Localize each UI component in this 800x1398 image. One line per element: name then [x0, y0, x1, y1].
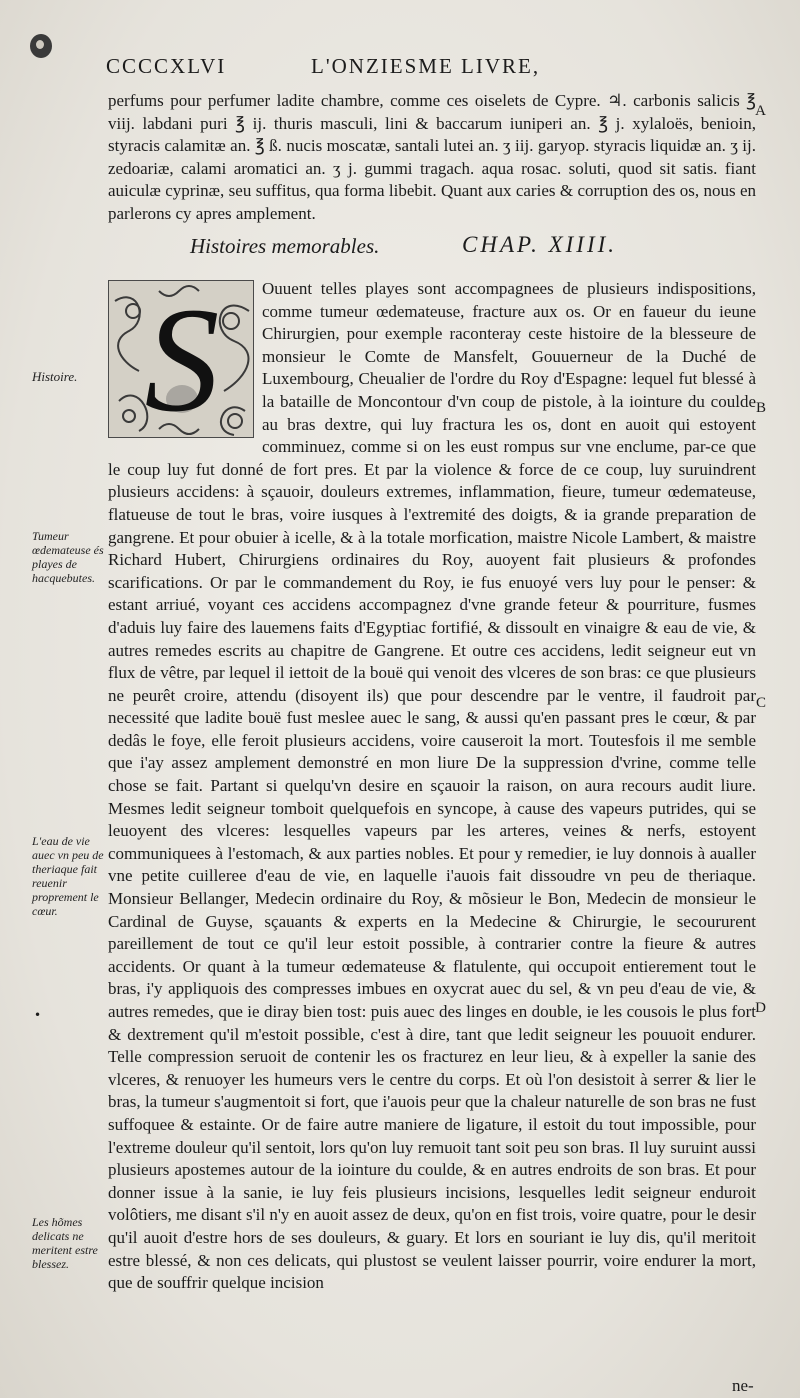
chapter-title: Histoires memorables. — [190, 234, 380, 258]
intro-text: perfums pour perfumer ladite chambre, comme ces oiselets de Cypre. ♃. carbonis salicis ℥ viij. labdani puri ℥ ij. thuris masculi, lini & baccarum iuniperi an. ℥ j. xylaloës, benioin, styracis calamitæ an. ℥ ß. nucis moscatæ, santali lutei an. ʒ iij. garyop. styracis liquidæ an. ʒ ij. zedoariæ, calami aromatici an. ʒ j. gummi tragach. aqua rosac. soluti, quod sit satis. fiant auiculæ cyprinæ, seu suffitus, qua forma libebit. Quant aux caries & corruption des os, nous en parlerons cy apres amplement. — [108, 91, 756, 223]
section-marker-b: B — [755, 400, 766, 416]
ink-blot — [30, 34, 52, 58]
main-paragraph — [108, 278, 756, 1295]
ornamental-initial — [108, 280, 254, 438]
folio-number: CCCCXLVI — [106, 54, 227, 78]
section-marker-c: C — [755, 695, 766, 711]
margin-note-tumeur: Tumeur œdemateuse és playes de hacquebutes. — [32, 529, 104, 585]
main-text: Ouuent telles playes sont accompagnees de plusieurs indispositions, comme tumeur œdemateuse, fracture aux os. Or en faueur du ieune Chirurgien, pour exemple raconteray ceste histoire de la blesseure de monsieur le Comte de Mansfelt, Gouuerneur de la Duché de Luxembourg, Cheualier de l'ordre du Roy d'Espagne: lequel fut blessé à la bataille de Moncontour d'vn coup de pistole, à la iointure du coulde au bras dextre, qui luy fractura les os, dont en auoit qui estoyent comminuez, comme si on les eust rompus sur vne enclume, par-ce que le coup luy fut donné de fort pres. Et par la violence & force de ce coup, luy suruindrent plusieurs accidens: à sçauoir, douleurs extremes, inflammation, fieure, tumeur œdemateuse, flatueuse de tout le bras, voire iusques à l'extremité des doigts, & ia grande preparation de gangrene. Et pour obuier à icelle, & à la totale morfication, maistre Nicole Lambert, & maistre Richard Hubert, Chirurgiens ordinaires du Roy, auoyent fait plusieurs & profondes scarifications. Or par le commandement du Roy, ie fus enuoyé vers luy pour le penser: & estant arriué, voyant ces accidens accompagnez d'vne grande feteur & pourriture, fusmes d'aduis luy faire des lauemens faits d'Egyptiac fortifié, & dissoult en vinaigre & eau de vie, & autres remedes escrits au chapitre de Gangrene. Et outre ces accidens, ledit seigneur eut vn flux de vêtre, par lequel il iettoit de la bouë qui venoit des vlceres de son bras: ce que plusieurs ne peurêt croire, attendu (disoyent ils) que pour descendre par le ventre, il faudroit par necessité que ladite bouë fust meslee auec le sang, & aussi qu'en passant pres le cœur, & par dedâs le foye, elle feroit plusieurs accidens, voire causeroit la mort. Toutesfois il me semble que i'ay assez amplement demonstré en mon liure De la suppression d'vrine, comme telle chose se fait. Partant si quelqu'vn desire en sçauoir la raison, on aura recours audit liure. Mesmes ledit seigneur tomboit quelquefois en syncope, à cause des vapeurs putrides, qui se leuoyent des vlceres: lesquelles vapeurs par les arteres, veines & nerfs, estoyent communiquees à l'estomach, & aux parties nobles. Et pour y remedier, ie luy donnois à aualler vne petite cuilleree d'eau de vie, en laquelle i'auois fait dissoudre vn peu de theriaque. Monsieur Bellanger, Medecin ordinaire du Roy, & mõsieur le Bon, Medecin de monsieur le Cardinal de Guyse, sçauants & experts en la Medecine & Chirurgie, le secoururent pareillement de tout ce qu'il leur estoit possible, à contrarier contre la fieure & autres accidents. Or quant à la tumeur œdemateuse & flatulente, qui occupoit entierement tout le bras, i'y appliquois des compresses imbues en oxycrat auec du sel, & vn peu d'eau de vie, & autres remedes, que ie diray bien tost: puis auec des linges en double, ie les cousois le plus fort & dextrement qu'il m'estoit possible, c'est à dire, tant que ledit seigneur les pouuoit endurer. Telle compression seruoit de contenir les os fracturez en leur lieu, & à expeller la sanie des vlceres, & renuoyer les humeurs vers le centre du corps. Et où l'on desistoit à serrer & lier le bras, la tumeur s'augmentoit si fort, que i'auois peur que la chaleur naturelle de son bras ne fust suffoquee & estainte. Or de faire autre maniere de ligature, il estoit du tout impossible, pour l'extreme douleur qu'il sentoit, lors qu'on luy remuoit tant soit peu son bras. Il luy suruint aussi plusieurs apostemes autour de la iointure du coulde, & en autres endroits de son bras. Et pour donner issue à la sanie, ie luy feis plusieurs incisions, lesquelles ledit seigneur enduroit volôtiers, me disant s'il n'y en auoit assez de deux, qu'on en fist trois, voire quatre, pour le desir qu'il auoit d'estre hors de ses douleurs, & guary. Et lors en souriant ie luy dis, qu'il meritoit estre blessé, & non ces delicats, qui plustost se veulent laisser pourrir, voire endurer la mort, que de souffrir quelque incision — [108, 279, 756, 1293]
chapter-number: CHAP. XIIII. — [462, 232, 618, 257]
margin-note-hommes: Les hõmes delicats ne meritent estre blessez. — [32, 1215, 98, 1271]
margin-note-histoire: Histoire. — [32, 369, 78, 384]
intro-paragraph — [108, 90, 756, 226]
chapter-heading — [190, 234, 710, 260]
margin-note-eau-de-vie: L'eau de vie auec vn peu de theriaque fait reuenir proprement le cœur. — [32, 834, 104, 918]
running-head — [106, 54, 646, 80]
margin-bullet: • — [34, 1008, 42, 1022]
section-marker-a: A — [755, 103, 766, 119]
section-marker-d: D — [755, 1000, 766, 1016]
running-title: L'ONZIESME LIVRE, — [311, 54, 541, 78]
catchword: ne- — [732, 1376, 754, 1395]
dropcap-letter: S — [144, 280, 220, 438]
